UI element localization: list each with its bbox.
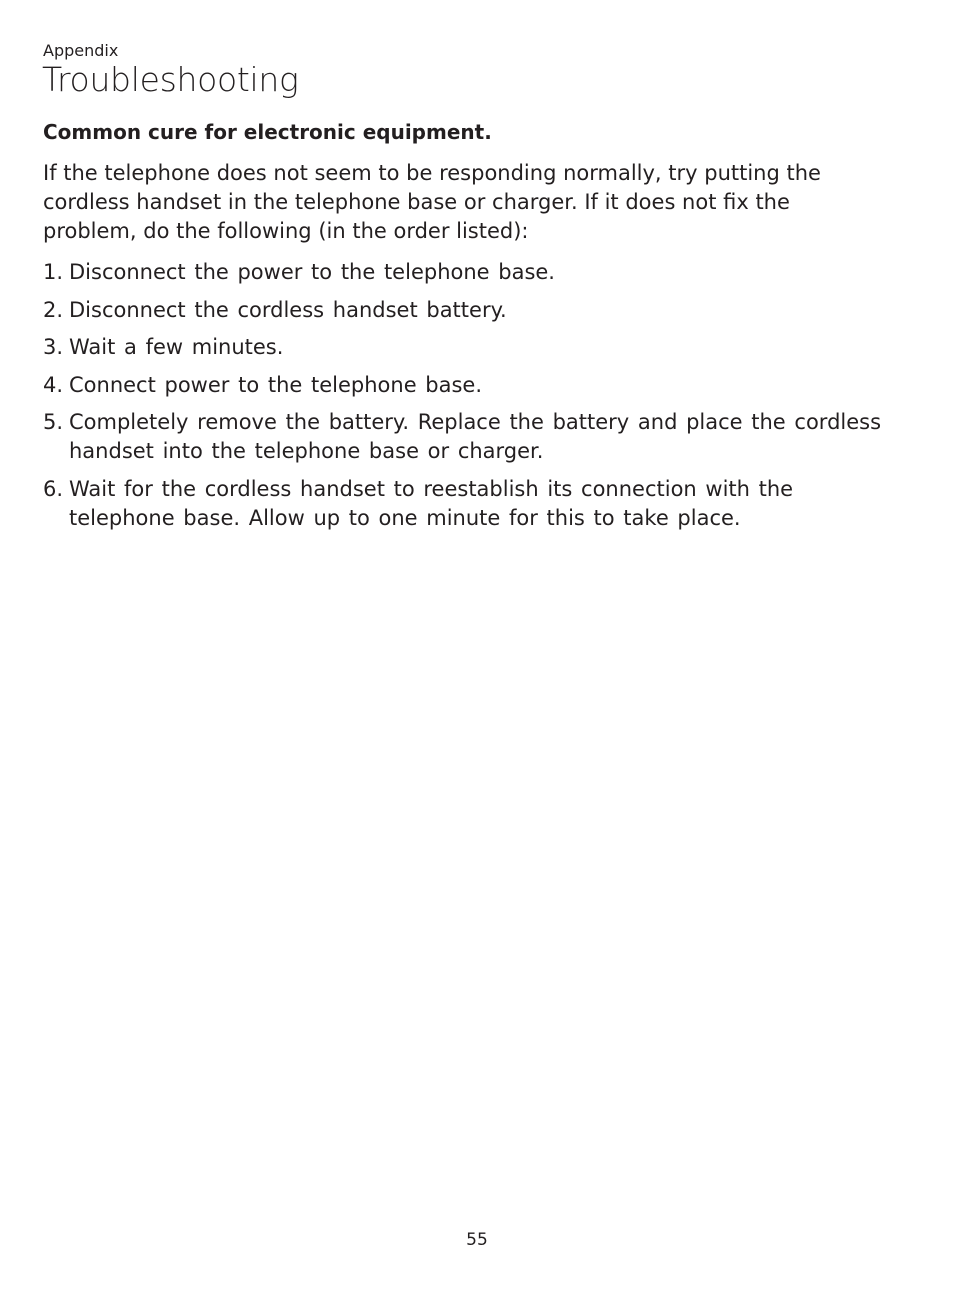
page-number: 55 <box>466 1230 488 1250</box>
step-number: 5. <box>43 410 64 434</box>
step-item <box>43 475 903 533</box>
step-item <box>43 333 903 362</box>
step-text: Completely remove the battery. Replace the battery and place the cordless handset into the telephone base or charger. <box>69 410 882 463</box>
step-item <box>43 258 903 287</box>
step-item <box>43 408 903 466</box>
step-item <box>43 296 903 325</box>
steps-list <box>43 258 903 541</box>
step-text: Wait a few minutes. <box>69 335 284 359</box>
step-item <box>43 371 903 400</box>
step-number: 2. <box>43 297 64 322</box>
step-number: 3. <box>43 335 64 359</box>
subheading: Common cure for electronic equipment. <box>43 120 492 144</box>
step-number: 1. <box>43 260 64 284</box>
step-text: Disconnect the cordless handset battery. <box>69 297 507 322</box>
step-number: 6. <box>43 476 64 501</box>
step-text: Disconnect the power to the telephone base. <box>69 260 555 284</box>
intro-paragraph: If the telephone does not seem to be responding normally, try putting the cordless handset in the telephone base or charger. If it does not fix the problem, do the following (in the order listed): <box>43 161 821 243</box>
step-text: Connect power to the telephone base. <box>69 372 483 397</box>
page-title: Troubleshooting <box>42 60 299 99</box>
section-label: Appendix <box>43 41 119 60</box>
step-number: 4. <box>43 372 64 397</box>
step-text: Wait for the cordless handset to reestablish its connection with the telephone base. Allow up to one minute for this to take place. <box>69 476 794 530</box>
